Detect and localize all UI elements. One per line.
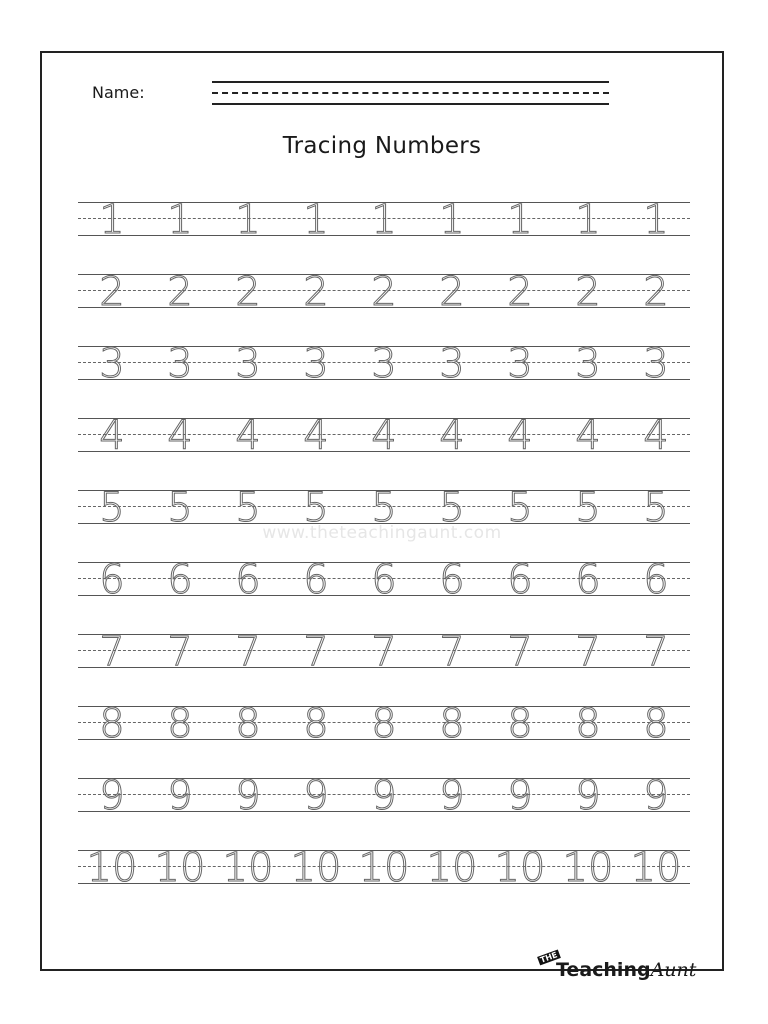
trace-digit[interactable]: 10 bbox=[290, 845, 342, 891]
brand-the: THE bbox=[538, 950, 559, 965]
digit-group bbox=[78, 413, 690, 459]
trace-digit[interactable]: 2 bbox=[167, 269, 193, 315]
trace-digit[interactable]: 6 bbox=[507, 557, 533, 603]
trace-digit[interactable]: 8 bbox=[507, 701, 533, 747]
name-label: Name: bbox=[92, 83, 145, 102]
trace-digit[interactable]: 3 bbox=[167, 341, 193, 387]
digit-group bbox=[78, 701, 690, 747]
name-line-dashed bbox=[212, 92, 609, 94]
trace-digit[interactable]: 9 bbox=[167, 773, 193, 819]
trace-digit[interactable]: 3 bbox=[507, 341, 533, 387]
trace-digit[interactable]: 2 bbox=[371, 269, 397, 315]
trace-digit[interactable]: 3 bbox=[303, 341, 329, 387]
trace-digit[interactable]: 5 bbox=[643, 485, 669, 531]
trace-digit[interactable]: 9 bbox=[439, 773, 465, 819]
trace-digit[interactable]: 3 bbox=[235, 341, 261, 387]
brand-script-word: Aunt bbox=[650, 959, 697, 981]
trace-digit[interactable]: 8 bbox=[643, 701, 669, 747]
trace-digit[interactable]: 8 bbox=[439, 701, 465, 747]
trace-digit[interactable]: 6 bbox=[643, 557, 669, 603]
trace-digit[interactable]: 2 bbox=[99, 269, 125, 315]
trace-digit[interactable]: 5 bbox=[439, 485, 465, 531]
trace-digit[interactable]: 2 bbox=[507, 269, 533, 315]
trace-digit[interactable]: 1 bbox=[575, 197, 601, 243]
trace-digit[interactable]: 10 bbox=[86, 845, 138, 891]
trace-digit[interactable]: 1 bbox=[303, 197, 329, 243]
tracing-row-4 bbox=[78, 413, 690, 490]
trace-digit[interactable]: 5 bbox=[303, 485, 329, 531]
trace-digit[interactable]: 1 bbox=[99, 197, 125, 243]
tracing-row-2 bbox=[78, 269, 690, 346]
trace-digit[interactable]: 4 bbox=[371, 413, 397, 459]
digit-group bbox=[78, 773, 690, 819]
trace-digit[interactable]: 3 bbox=[643, 341, 669, 387]
trace-digit[interactable]: 9 bbox=[575, 773, 601, 819]
trace-digit[interactable]: 1 bbox=[439, 197, 465, 243]
trace-digit[interactable]: 9 bbox=[643, 773, 669, 819]
tracing-row-1 bbox=[78, 197, 690, 274]
tracing-row-6 bbox=[78, 557, 690, 634]
digit-group bbox=[78, 845, 690, 891]
trace-digit[interactable]: 6 bbox=[371, 557, 397, 603]
digit-group bbox=[78, 557, 690, 603]
digit-group bbox=[78, 485, 690, 531]
trace-digit[interactable]: 2 bbox=[575, 269, 601, 315]
trace-digit[interactable]: 8 bbox=[167, 701, 193, 747]
trace-digit[interactable]: 1 bbox=[235, 197, 261, 243]
trace-digit[interactable]: 7 bbox=[507, 629, 533, 675]
trace-digit[interactable]: 9 bbox=[303, 773, 329, 819]
trace-digit[interactable]: 5 bbox=[371, 485, 397, 531]
name-line-bottom bbox=[212, 103, 609, 105]
trace-digit[interactable]: 7 bbox=[99, 629, 125, 675]
trace-digit[interactable]: 6 bbox=[303, 557, 329, 603]
trace-digit[interactable]: 9 bbox=[99, 773, 125, 819]
tracing-row-9 bbox=[78, 773, 690, 850]
trace-digit[interactable]: 4 bbox=[303, 413, 329, 459]
trace-digit[interactable]: 5 bbox=[507, 485, 533, 531]
trace-digit[interactable]: 6 bbox=[235, 557, 261, 603]
trace-digit[interactable]: 2 bbox=[235, 269, 261, 315]
digit-group bbox=[78, 197, 690, 243]
brand-logo bbox=[534, 945, 734, 985]
trace-digit[interactable]: 9 bbox=[371, 773, 397, 819]
trace-digit[interactable]: 2 bbox=[643, 269, 669, 315]
trace-digit[interactable]: 3 bbox=[439, 341, 465, 387]
trace-digit[interactable]: 8 bbox=[303, 701, 329, 747]
trace-digit[interactable]: 1 bbox=[371, 197, 397, 243]
trace-digit[interactable]: 1 bbox=[507, 197, 533, 243]
trace-digit[interactable]: 6 bbox=[575, 557, 601, 603]
trace-digit[interactable]: 3 bbox=[99, 341, 125, 387]
trace-digit[interactable]: 10 bbox=[222, 845, 274, 891]
trace-digit[interactable]: 8 bbox=[371, 701, 397, 747]
trace-digit[interactable]: 10 bbox=[358, 845, 410, 891]
digit-group bbox=[78, 629, 690, 675]
name-field[interactable] bbox=[92, 81, 562, 113]
tracing-row-3 bbox=[78, 341, 690, 418]
trace-digit[interactable]: 1 bbox=[643, 197, 669, 243]
trace-digit[interactable]: 10 bbox=[562, 845, 614, 891]
tracing-row-10 bbox=[78, 845, 690, 922]
tracing-rows bbox=[78, 197, 690, 922]
trace-digit[interactable]: 4 bbox=[167, 413, 193, 459]
trace-digit[interactable]: 2 bbox=[303, 269, 329, 315]
trace-digit[interactable]: 4 bbox=[235, 413, 261, 459]
trace-digit[interactable]: 7 bbox=[643, 629, 669, 675]
trace-digit[interactable]: 4 bbox=[439, 413, 465, 459]
trace-digit[interactable]: 7 bbox=[575, 629, 601, 675]
trace-digit[interactable]: 7 bbox=[303, 629, 329, 675]
trace-digit[interactable]: 3 bbox=[371, 341, 397, 387]
trace-digit[interactable]: 7 bbox=[371, 629, 397, 675]
trace-digit[interactable]: 8 bbox=[99, 701, 125, 747]
trace-digit[interactable]: 10 bbox=[426, 845, 478, 891]
name-line-top bbox=[212, 81, 609, 83]
trace-digit[interactable]: 9 bbox=[235, 773, 261, 819]
trace-digit[interactable]: 4 bbox=[575, 413, 601, 459]
trace-digit[interactable]: 10 bbox=[494, 845, 546, 891]
trace-digit[interactable]: 2 bbox=[439, 269, 465, 315]
trace-digit[interactable]: 5 bbox=[99, 485, 125, 531]
page-title: Tracing Numbers bbox=[282, 133, 482, 159]
trace-digit[interactable]: 10 bbox=[630, 845, 682, 891]
tracing-row-5 bbox=[78, 485, 690, 562]
digit-group bbox=[78, 269, 690, 315]
trace-digit[interactable]: 9 bbox=[507, 773, 533, 819]
trace-digit[interactable]: 4 bbox=[643, 413, 669, 459]
worksheet-border bbox=[40, 51, 724, 981]
brand-name-word: Teaching bbox=[556, 959, 651, 981]
trace-digit[interactable]: 6 bbox=[99, 557, 125, 603]
digit-group bbox=[78, 341, 690, 387]
trace-digit[interactable]: 6 bbox=[167, 557, 193, 603]
watermark: www.theteachingaunt.com bbox=[262, 523, 502, 543]
trace-digit[interactable]: 1 bbox=[167, 197, 193, 243]
trace-digit[interactable]: 8 bbox=[575, 701, 601, 747]
trace-digit[interactable]: 3 bbox=[575, 341, 601, 387]
trace-digit[interactable]: 4 bbox=[507, 413, 533, 459]
tracing-row-8 bbox=[78, 701, 690, 778]
trace-digit[interactable]: 7 bbox=[167, 629, 193, 675]
trace-digit[interactable]: 6 bbox=[439, 557, 465, 603]
tracing-row-7 bbox=[78, 629, 690, 706]
trace-digit[interactable]: 5 bbox=[167, 485, 193, 531]
trace-digit[interactable]: 8 bbox=[235, 701, 261, 747]
brand-name bbox=[556, 959, 696, 981]
trace-digit[interactable]: 5 bbox=[235, 485, 261, 531]
trace-digit[interactable]: 4 bbox=[99, 413, 125, 459]
trace-digit[interactable]: 5 bbox=[575, 485, 601, 531]
trace-digit[interactable]: 7 bbox=[439, 629, 465, 675]
trace-digit[interactable]: 7 bbox=[235, 629, 261, 675]
trace-digit[interactable]: 10 bbox=[154, 845, 206, 891]
